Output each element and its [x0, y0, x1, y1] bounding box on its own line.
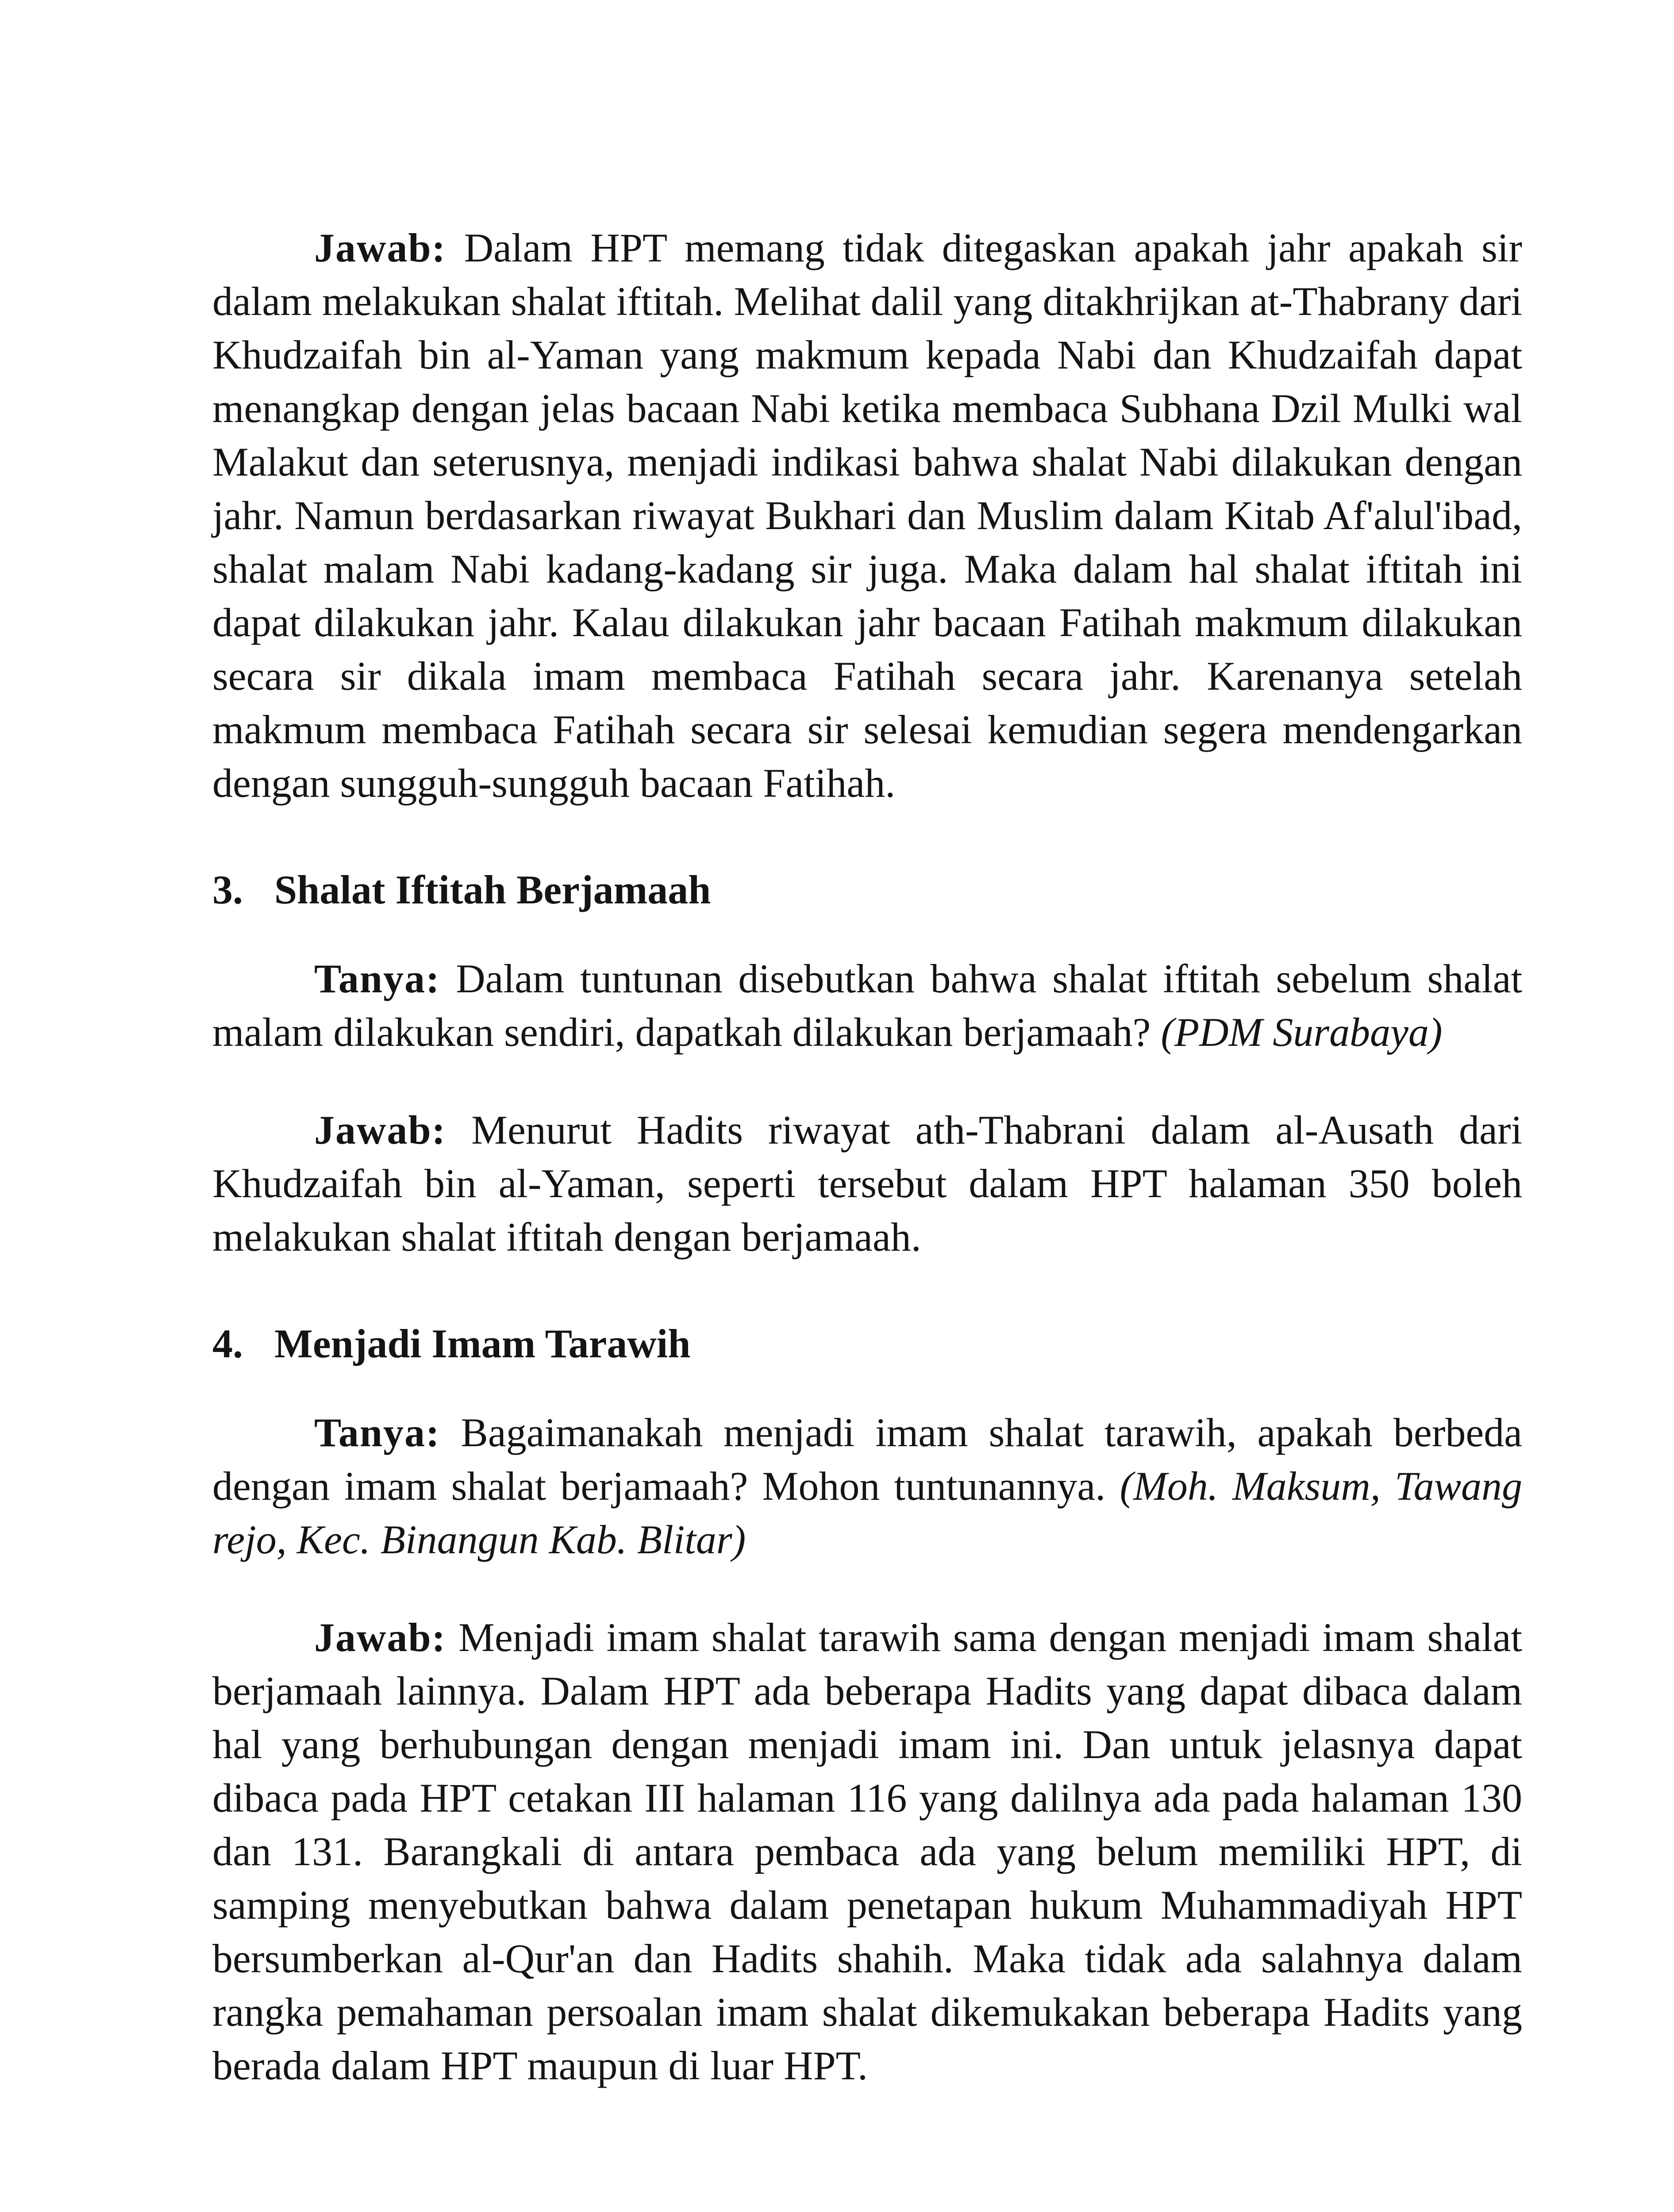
section-title: Menjadi Imam Tarawih	[274, 1321, 691, 1366]
question-text: Bagaimanakah menjadi imam shalat tarawih, apakah berbeda dengan imam shalat berjamaah? Mohon tuntunannya.	[212, 1410, 1522, 1509]
answer-text: Menurut Hadits riwayat ath-Thabrani dalam al-Ausath dari Khudzaifah bin al-Yaman, seperti tersebut dalam HPT halaman 350 boleh melakukan shalat iftitah dengan berjamaah.	[212, 1107, 1523, 1260]
question-paragraph	[212, 952, 1522, 1059]
section-number: 3.	[212, 867, 243, 912]
question-label: Tanya:	[314, 956, 440, 1001]
page-content	[212, 221, 1522, 2093]
question-source: (PDM Surabaya)	[1161, 1010, 1443, 1055]
section-title: Shalat Iftitah Berjamaah	[274, 867, 711, 912]
intro-answer-paragraph	[212, 221, 1522, 810]
answer-label: Jawab:	[314, 1107, 446, 1152]
answer-text: Dalam HPT memang tidak ditegaskan apakah jahr apakah sir dalam melakukan shalat iftitah. Melihat dalil yang ditakhrijkan at-Thabrany dari Khudzaifah bin al-Yaman yang makmum kepada Nabi dan Khudzaifah dapat menangkap dengan jelas bacaan Nabi ketika membaca Subhana Dzil Mulki wal Malakut dan seterusnya, menjadi indikasi bahwa shalat Nabi dilakukan dengan jahr. Namun berdasarkan riwayat Bukhari dan Muslim dalam Kitab Af'alul'ibad, shalat malam Nabi kadang-kadang sir juga. Maka dalam hal shalat iftitah ini dapat dilakukan jahr. Kalau dilakukan jahr bacaan Fatihah makmum dilakukan secara sir dikala imam membaca Fatihah secara jahr. Karenanya setelah makmum membaca Fatihah secara sir selesai kemudian segera mendengarkan dengan sungguh-sungguh bacaan Fatihah.	[212, 225, 1523, 806]
question-label: Tanya:	[314, 1410, 440, 1455]
answer-paragraph	[212, 1611, 1522, 2093]
answer-paragraph	[212, 1103, 1522, 1264]
answer-label: Jawab:	[314, 225, 446, 270]
answer-text: Menjadi imam shalat tarawih sama dengan menjadi imam shalat berjamaah lainnya. Dalam HPT ada beberapa Hadits yang dapat dibaca dalam hal yang berhubungan dengan menjadi imam ini. Dan untuk jelasnya dapat dibaca pada HPT cetakan III halaman 116 yang dalilnya ada pada halaman 130 dan 131. Barangkali di antara pembaca ada yang belum memiliki HPT, di samping menyebutkan bahwa dalam penetapan hukum Muhammadiyah HPT bersumberkan al-Qur'an dan Hadits shahih. Maka tidak ada salahnya dalam rangka pemahaman persoalan imam shalat dikemukakan beberapa Hadits yang berada dalam HPT maupun di luar HPT.	[212, 1615, 1522, 2088]
question-text: Dalam tuntunan disebutkan bahwa shalat iftitah sebelum shalat malam dilakukan sendiri, dapatkah dilakukan berjamaah?	[212, 956, 1523, 1055]
answer-label: Jawab:	[314, 1615, 446, 1660]
question-source: (Moh. Maksum, Tawang rejo, Kec. Binangun Kab. Blitar)	[212, 1463, 1522, 1562]
section-number: 4.	[212, 1321, 243, 1366]
question-paragraph	[212, 1406, 1522, 1567]
section-heading	[212, 863, 1522, 917]
section-heading	[212, 1317, 1522, 1371]
